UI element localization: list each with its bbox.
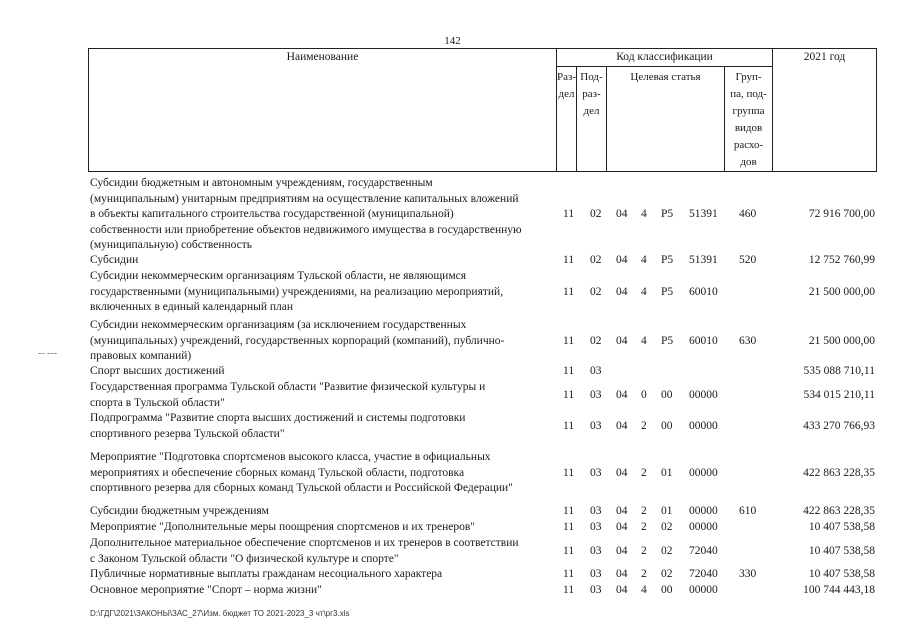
row-name <box>90 318 560 365</box>
row-podrazdel: 02 <box>590 334 602 347</box>
row-name-line: спортивного резерва Тульской области" <box>90 427 285 440</box>
row-podrazdel: 03 <box>590 365 602 377</box>
row-direction: P5 <box>661 208 674 220</box>
row-sum: 72 916 700,00 <box>808 208 875 220</box>
row-name <box>90 253 560 269</box>
header-target: Целевая статья <box>607 67 725 172</box>
header-name: Наименование <box>89 49 557 172</box>
row-podrazdel: 03 <box>590 466 602 479</box>
row-sum: 10 407 538,58 <box>808 568 875 580</box>
row-name <box>90 364 560 380</box>
row-name <box>90 380 560 411</box>
row-code: 72040 <box>689 544 718 557</box>
row-name-line: государственными (муниципальными) учреждениями, на реализацию мероприятий, <box>90 285 504 298</box>
row-podrazdel: 02 <box>590 254 602 266</box>
row-direction: P5 <box>661 334 674 347</box>
row-code: 00000 <box>689 505 718 517</box>
row-razdel: 11 <box>563 208 575 220</box>
row-direction: P5 <box>661 254 674 266</box>
row-subprogram: 2 <box>641 544 647 557</box>
row-razdel: 11 <box>563 419 575 432</box>
row-code: 00000 <box>689 521 718 533</box>
table-row <box>0 318 905 365</box>
row-name-line: спортивного резерва для сборных команд Тульской области и Российской Федерации" <box>90 482 513 494</box>
row-subprogram: 2 <box>641 505 647 517</box>
table-header <box>88 48 877 172</box>
table-row <box>0 269 905 316</box>
row-direction: P5 <box>661 285 674 298</box>
header-razdel: Раз- дел <box>557 67 577 172</box>
row-subprogram: 4 <box>641 285 647 298</box>
row-name <box>90 176 560 254</box>
row-razdel: 11 <box>563 365 575 377</box>
page-number: 142 <box>444 35 461 47</box>
row-razdel: 11 <box>563 466 575 479</box>
row-subprogram: 4 <box>641 584 647 596</box>
table-row <box>0 583 905 599</box>
row-sum: 535 088 710,11 <box>803 365 875 377</box>
row-razdel: 11 <box>563 584 575 596</box>
header-year: 2021 год <box>773 49 877 172</box>
row-sum: 422 863 228,35 <box>803 466 875 479</box>
row-code: 00000 <box>689 388 718 401</box>
row-name-line: Спорт высших достижений <box>90 365 225 377</box>
header-group: Груп- па, под- группа видов расхо- дов <box>725 67 773 172</box>
row-direction: 00 <box>661 388 673 401</box>
scan-artifact: -- --- <box>38 348 58 359</box>
row-name-line: спорта в Тульской области" <box>90 396 225 409</box>
row-name-line: включенных в единый календарный план <box>90 301 294 313</box>
row-podrazdel: 02 <box>590 285 602 298</box>
row-name <box>90 583 560 599</box>
row-program: 04 <box>616 208 628 220</box>
row-code: 60010 <box>689 285 718 298</box>
row-group: 330 <box>739 568 757 580</box>
row-name-line: Субсидии некоммерческим организациям Тульской области, не являющимся <box>90 270 467 282</box>
row-program: 04 <box>616 388 628 401</box>
row-razdel: 11 <box>563 505 575 517</box>
row-code: 00000 <box>689 466 718 479</box>
row-program: 04 <box>616 254 628 266</box>
row-name-line: Субсидии <box>90 254 139 266</box>
row-code: 51391 <box>689 254 718 266</box>
row-name-line: Субсидии бюджетным и автономным учреждениям, государственным <box>90 177 433 189</box>
row-direction: 02 <box>661 568 673 580</box>
table-row <box>0 504 905 520</box>
row-sum: 21 500 000,00 <box>808 285 875 298</box>
row-razdel: 11 <box>563 334 575 347</box>
row-subprogram: 4 <box>641 254 647 266</box>
table-row <box>0 567 905 583</box>
row-name <box>90 567 560 583</box>
row-podrazdel: 03 <box>590 584 602 596</box>
row-name-line: Публичные нормативные выплаты гражданам несоциального характера <box>90 568 443 580</box>
row-name-line: с Законом Тульской области "О физической культуре и спорте" <box>90 552 399 565</box>
row-program: 04 <box>616 544 628 557</box>
row-name-line: Субсидии бюджетным учреждениям <box>90 505 269 517</box>
row-podrazdel: 03 <box>590 544 602 557</box>
row-name-line: (муниципальных) учреждений, государственных корпораций (компаний), публично- <box>90 334 505 347</box>
row-name <box>90 504 560 520</box>
row-sum: 100 744 443,18 <box>803 584 875 596</box>
row-direction: 01 <box>661 466 673 479</box>
row-code: 00000 <box>689 419 718 432</box>
row-razdel: 11 <box>563 544 575 557</box>
row-podrazdel: 03 <box>590 388 602 401</box>
row-name-line: правовых компаний) <box>90 350 192 362</box>
row-code: 51391 <box>689 208 718 220</box>
row-sum: 534 015 210,11 <box>803 388 875 401</box>
row-name-line: Мероприятие "Подготовка спортсменов высокого класса, участие в официальных <box>90 451 491 463</box>
row-podrazdel: 03 <box>590 419 602 432</box>
row-subprogram: 0 <box>641 388 647 401</box>
row-name-line: собственности или приобретение объектов недвижимого имущества в государственную <box>90 223 522 236</box>
row-name-line: Дополнительное материальное обеспечение спортсменов и их тренеров в соответствии <box>90 537 519 549</box>
row-sum: 10 407 538,58 <box>808 544 875 557</box>
header-podrazdel: Под- раз- дел <box>577 67 607 172</box>
row-podrazdel: 03 <box>590 568 602 580</box>
row-program: 04 <box>616 466 628 479</box>
row-program: 04 <box>616 419 628 432</box>
row-direction: 02 <box>661 544 673 557</box>
table-row <box>0 253 905 269</box>
row-razdel: 11 <box>563 568 575 580</box>
row-program: 04 <box>616 568 628 580</box>
row-group: 610 <box>739 505 757 517</box>
row-name-line: (муниципальную) собственность <box>90 239 253 251</box>
table-row <box>0 411 905 442</box>
row-program: 04 <box>616 334 628 347</box>
row-subprogram: 2 <box>641 419 647 432</box>
row-podrazdel: 03 <box>590 521 602 533</box>
row-sum: 12 752 760,99 <box>808 254 875 266</box>
table-row <box>0 520 905 536</box>
row-name <box>90 411 560 442</box>
row-direction: 01 <box>661 505 673 517</box>
row-name-line: Подпрограмма "Развитие спорта высших достижений и системы подготовки <box>90 412 466 424</box>
row-program: 04 <box>616 285 628 298</box>
table-row <box>0 176 905 254</box>
row-subprogram: 4 <box>641 334 647 347</box>
row-name-line: Основное мероприятие "Спорт – норма жизни" <box>90 584 322 596</box>
row-name-line: Мероприятие "Дополнительные меры поощрения спортсменов и их тренеров" <box>90 521 475 533</box>
row-subprogram: 2 <box>641 466 647 479</box>
row-group: 460 <box>739 208 757 220</box>
row-program: 04 <box>616 584 628 596</box>
row-razdel: 11 <box>563 521 575 533</box>
row-code: 00000 <box>689 584 718 596</box>
row-name <box>90 520 560 536</box>
row-name-line: в объекты капитального строительства государственной (муниципальной) <box>90 208 454 220</box>
table-row <box>0 450 905 497</box>
row-name-line: Государственная программа Тульской области "Развитие физической культуры и <box>90 381 486 393</box>
file-path-footer: D:\ГДГ\2021\ЗАКОНЫ\ЗАС_27\Изм. бюджет ТО 2021-2023_3 чт\рг3.xls <box>90 609 350 618</box>
row-program: 04 <box>616 505 628 517</box>
row-name <box>90 536 560 567</box>
row-subprogram: 4 <box>641 208 647 220</box>
row-subprogram: 2 <box>641 521 647 533</box>
table-row <box>0 380 905 411</box>
row-name <box>90 269 560 316</box>
row-name-line: (муниципальным) унитарным предприятиям на осуществление капитальных вложений <box>90 192 519 205</box>
row-podrazdel: 02 <box>590 208 602 220</box>
row-code: 60010 <box>689 334 718 347</box>
row-program: 04 <box>616 521 628 533</box>
row-direction: 00 <box>661 584 673 596</box>
row-direction: 00 <box>661 419 673 432</box>
row-sum: 10 407 538,58 <box>808 521 875 533</box>
row-name <box>90 450 560 497</box>
row-group: 630 <box>739 334 757 347</box>
row-subprogram: 2 <box>641 568 647 580</box>
row-razdel: 11 <box>563 254 575 266</box>
row-group: 520 <box>739 254 757 266</box>
row-razdel: 11 <box>563 388 575 401</box>
row-name-line: мероприятиях и обеспечение сборных команд Тульской области, подготовка <box>90 466 465 479</box>
table-row <box>0 536 905 567</box>
row-sum: 433 270 766,93 <box>803 419 875 432</box>
row-sum: 422 863 228,35 <box>803 505 875 517</box>
row-podrazdel: 03 <box>590 505 602 517</box>
header-classification: Код классификации <box>557 49 773 67</box>
table-row <box>0 364 905 380</box>
row-name-line: Субсидии некоммерческим организациям (за исключением государственных <box>90 319 467 331</box>
row-code: 72040 <box>689 568 718 580</box>
row-direction: 02 <box>661 521 673 533</box>
row-sum: 21 500 000,00 <box>808 334 875 347</box>
row-razdel: 11 <box>563 285 575 298</box>
